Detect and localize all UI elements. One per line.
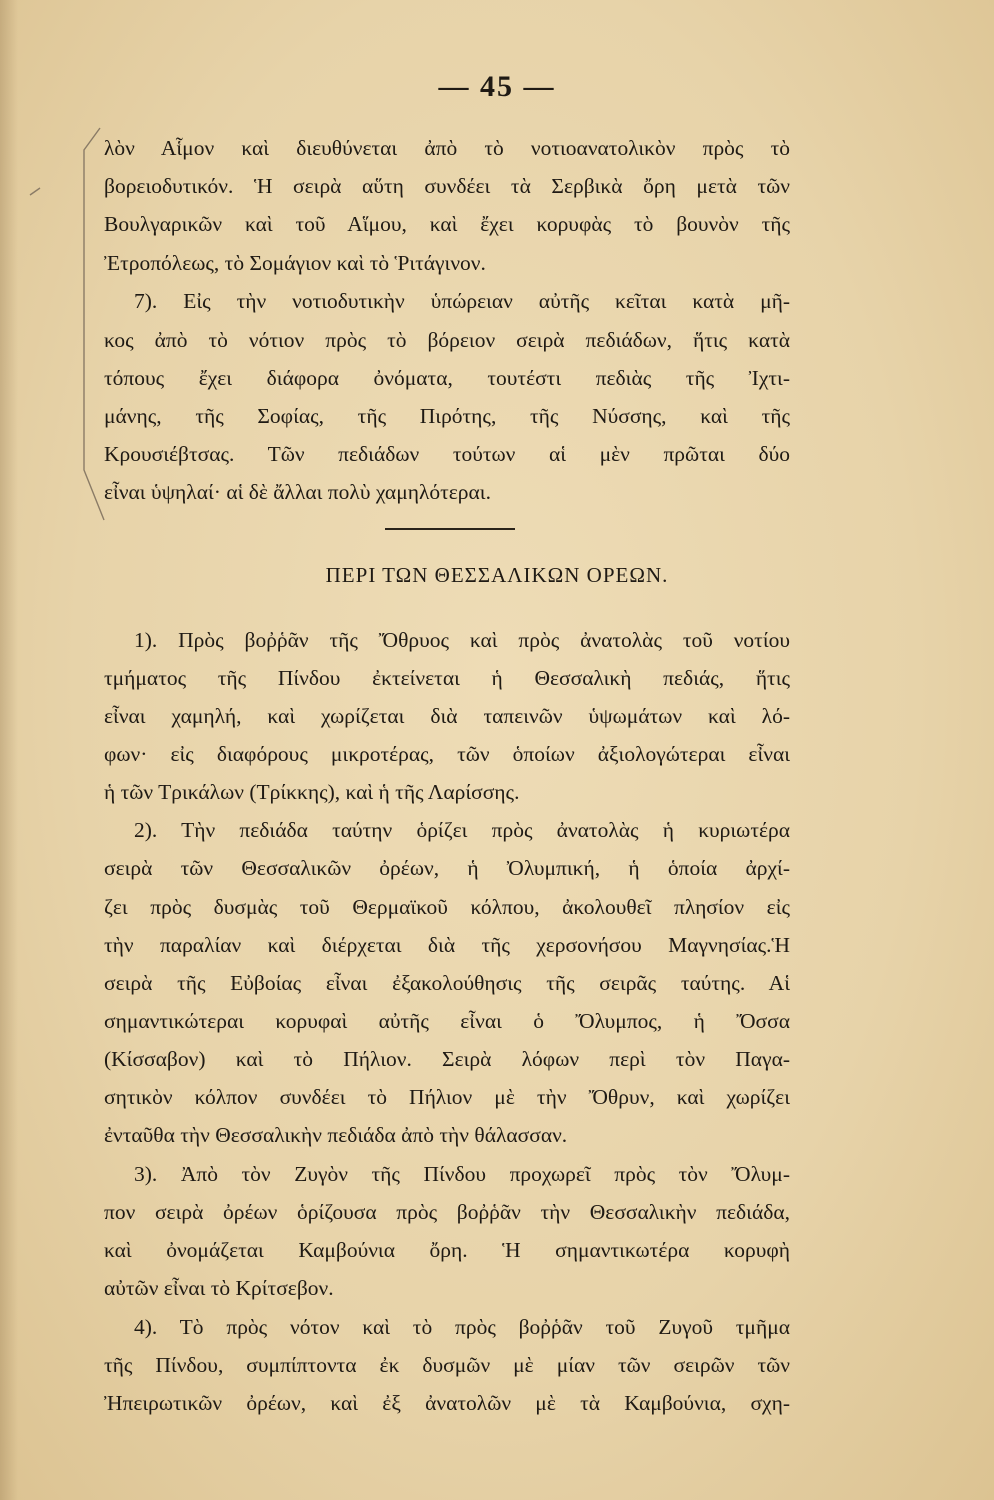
text-line: λὸν Αἷμον καὶ διευθύνεται ἀπὸ τὸ νοτιοανατολικὸν πρὸς τὸ bbox=[104, 136, 790, 160]
text-line: 7). Εἰς τὴν νοτιοδυτικὴν ὑπώρειαν αὐτῆς κεῖται κατὰ μῆ- bbox=[134, 289, 790, 313]
text-line: Ἐτροπόλεως, τὸ Σομάγιον καὶ τὸ Ῥιτάγινον. bbox=[104, 251, 486, 275]
text-line: σειρὰ τῆς Εὐβοίας εἶναι ἐξακολούθησις τῆς σειρᾶς ταύτης. Αἱ bbox=[104, 971, 790, 995]
text-line: βορειοδυτικόν. Ἡ σειρὰ αὕτη συνδέει τὰ Σερβικὰ ὄρη μετὰ τῶν bbox=[104, 174, 790, 198]
text-line: ζει πρὸς δυσμὰς τοῦ Θερμαϊκοῦ κόλπου, ἀκολουθεῖ πλησίον εἰς bbox=[104, 895, 790, 919]
text-line: κος ἀπὸ τὸ νότιον πρὸς τὸ βόρειον σειρὰ πεδιάδων, ἥτις κατὰ bbox=[104, 328, 790, 352]
page-number: — 45 — bbox=[438, 70, 556, 103]
text-line: 1). Πρὸς βοῤῥᾶν τῆς Ὄθρυος καὶ πρὸς ἀνατολὰς τοῦ νοτίου bbox=[134, 628, 790, 652]
text-line: Βουλγαρικῶν καὶ τοῦ Αἵμου, καὶ ἔχει κορυφὰς τὸ βουνὸν τῆς bbox=[104, 212, 790, 236]
text-line: φων· εἰς διαφόρους μικροτέρας, τῶν ὁποίων ἀξιολογώτεραι εἶναι bbox=[104, 742, 790, 766]
text-line: τὴν παραλίαν καὶ διέρχεται διὰ τῆς χερσονήσου Μαγνησίας.Ἡ bbox=[104, 933, 790, 957]
text-line: (Κίσσαβον) καὶ τὸ Πήλιον. Σειρὰ λόφων περὶ τὸν Παγα- bbox=[104, 1047, 790, 1071]
text-line: τμήματος τῆς Πίνδου ἐκτείνεται ἡ Θεσσαλικὴ πεδιάς, ἥτις bbox=[104, 666, 790, 690]
text-line: εἶναι χαμηλή, καὶ χωρίζεται διὰ ταπεινῶν ὑψωμάτων καὶ λό- bbox=[104, 704, 790, 728]
text-line: καὶ ὀνομάζεται Καμβούνια ὄρη. Ἡ σημαντικωτέρα κορυφὴ bbox=[104, 1238, 790, 1262]
text-line: ἐνταῦθα τὴν Θεσσαλικὴν πεδιάδα ἀπὸ τὴν θάλασσαν. bbox=[104, 1123, 568, 1147]
text-line: μάνης, τῆς Σοφίας, τῆς Πιρότης, τῆς Νύσσης, καὶ τῆς bbox=[104, 404, 790, 428]
text-line: 3). Ἀπὸ τὸν Ζυγὸν τῆς Πίνδου προχωρεῖ πρὸς τὸν Ὄλυμ- bbox=[134, 1162, 790, 1186]
text-line: Ἠπειρωτικῶν ὀρέων, καὶ ἐξ ἀνατολῶν μὲ τὰ Καμβούνια, σχη- bbox=[104, 1391, 790, 1415]
text-line: σητικὸν κόλπον συνδέει τὸ Πήλιον μὲ τὴν Ὄθρυν, καὶ χωρίζει bbox=[104, 1085, 790, 1109]
text-line: τῆς Πίνδου, συμπίπτοντα ἐκ δυσμῶν μὲ μίαν τῶν σειρῶν τῶν bbox=[104, 1353, 790, 1377]
text-line: ἡ τῶν Τρικάλων (Τρίκκης), καὶ ἡ τῆς Λαρίσσης. bbox=[104, 780, 520, 804]
text-line: σημαντικώτεραι κορυφαὶ αὐτῆς εἶναι ὁ Ὄλυμπος, ἡ Ὄσσα bbox=[104, 1009, 790, 1033]
text-line: σειρὰ τῶν Θεσσαλικῶν ὀρέων, ἡ Ὀλυμπική, ἡ ὁποία ἀρχί- bbox=[104, 856, 790, 880]
text-line: αὐτῶν εἶναι τὸ Κρίτσεβον. bbox=[104, 1276, 334, 1300]
text-line: πον σειρὰ ὀρέων ὁρίζουσα πρὸς βοῤῥᾶν τὴν Θεσσαλικὴν πεδιάδα, bbox=[104, 1200, 790, 1224]
text-line: 4). Τὸ πρὸς νότον καὶ τὸ πρὸς βοῤῥᾶν τοῦ Ζυγοῦ τμῆμα bbox=[134, 1315, 790, 1339]
section-heading: ΠΕΡΙ ΤΩΝ ΘΕΣΣΑΛΙΚΩΝ ΟΡΕΩΝ. bbox=[325, 563, 669, 587]
text-line: 2). Τὴν πεδιάδα ταύτην ὁρίζει πρὸς ἀνατολὰς ἡ κυριωτέρα bbox=[134, 818, 790, 842]
section-divider bbox=[385, 528, 515, 530]
text-line: Κρουσιέβτσας. Τῶν πεδιάδων τούτων αἱ μὲν πρῶται δύο bbox=[104, 442, 790, 466]
text-line: εἶναι ὑψηλαί· αἱ δὲ ἄλλαι πολὺ χαμηλότεραι. bbox=[104, 480, 491, 504]
text-line: τόπους ἔχει διάφορα ὀνόματα, τουτέστι πεδιὰς τῆς Ἰχτι- bbox=[104, 366, 790, 390]
